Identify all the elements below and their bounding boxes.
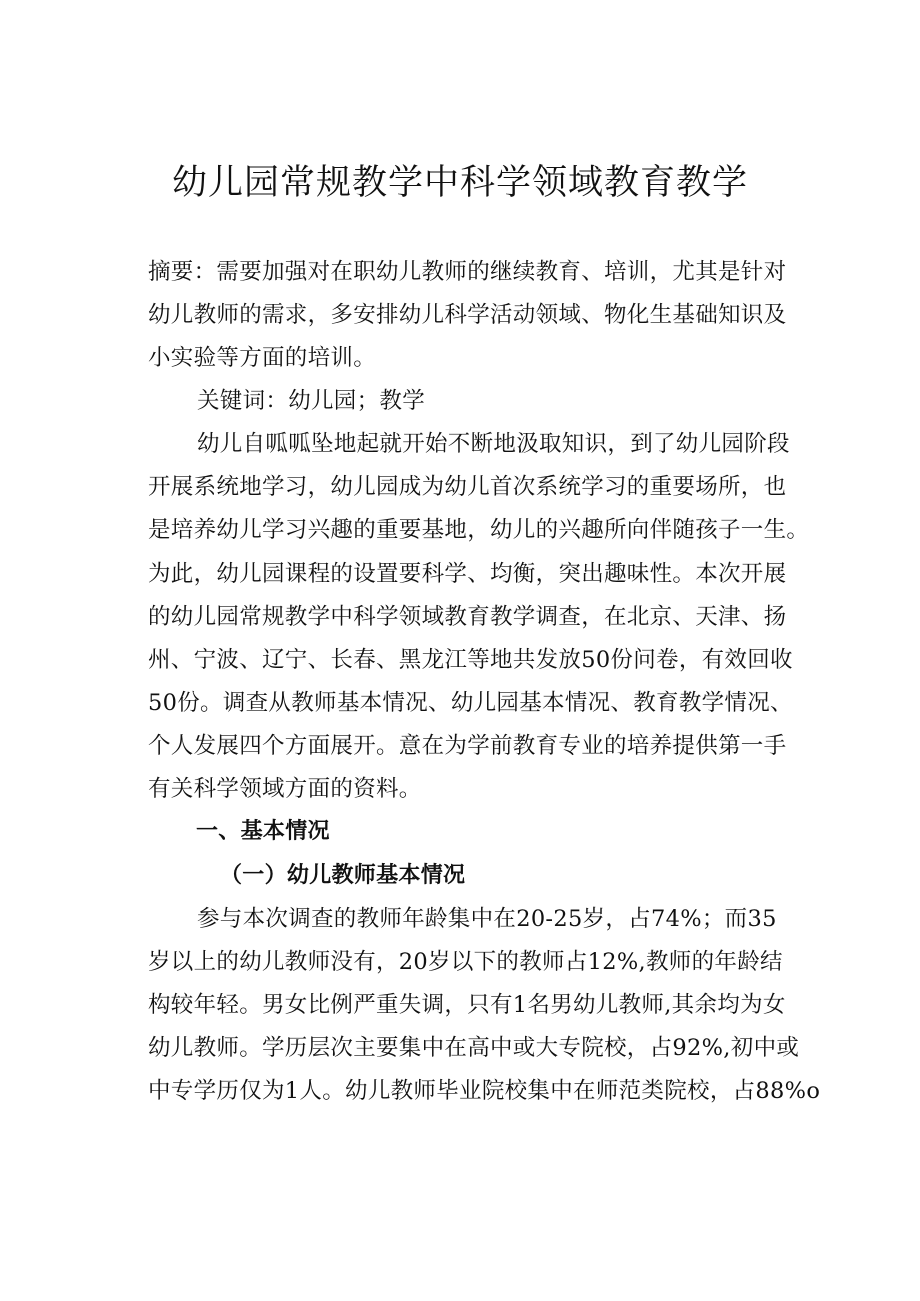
body-paragraph-line: 幼儿教师。学历层次主要集中在高中或大专院校，占92%,初中或 [148, 1035, 800, 1061]
body-paragraph-line: 的幼儿园常规教学中科学领域教育教学调查，在北京、天津、扬 [148, 604, 787, 630]
body-paragraph-line: 参与本次调查的教师年龄集中在20-25岁，占74%；而35 [197, 906, 777, 932]
section-heading: 一、基本情况 [196, 819, 330, 844]
abstract-line: 幼儿教师的需求，多安排幼儿科学活动领域、物化生基础知识及 [148, 302, 787, 328]
body-paragraph-line: 州、宁波、辽宁、长春、黑龙江等地共发放50份问卷，有效回收 [148, 647, 793, 673]
body-paragraph-line: 是培养幼儿学习兴趣的重要基地，幼儿的兴趣所向伴随孩子一生。 [148, 517, 810, 543]
keywords-line: 关键词：幼儿园；教学 [197, 388, 426, 414]
body-paragraph-line: 为此，幼儿园课程的设置要科学、均衡，突出趣味性。本次开展 [148, 561, 787, 587]
body-paragraph-line: 岁以上的幼儿教师没有，20岁以下的教师占12%,教师的年龄结 [148, 949, 783, 975]
body-paragraph-line: 中专学历仅为1人。幼儿教师毕业院校集中在师范类院校，占88%o [148, 1078, 821, 1104]
body-paragraph-line: 有关科学领域方面的资料。 [148, 776, 422, 802]
body-paragraph-line: 构较年轻。男女比例严重失调，只有1名男幼儿教师,其余均为女 [148, 992, 786, 1018]
body-paragraph-line: 50份。调查从教师基本情况、幼儿园基本情况、教育教学情况、 [148, 690, 793, 716]
document-title: 幼儿园常规教学中科学领域教育教学 [171, 163, 748, 203]
abstract-line: 小实验等方面的培训。 [148, 345, 377, 371]
body-paragraph-line: 个人发展四个方面展开。意在为学前教育专业的培养提供第一手 [148, 733, 787, 759]
body-paragraph-line: 开展系统地学习，幼儿园成为幼儿首次系统学习的重要场所，也 [148, 474, 787, 500]
body-paragraph-line: 幼儿自呱呱坠地起就开始不断地汲取知识，到了幼儿园阶段 [197, 431, 790, 457]
subsection-heading: （一）幼儿教师基本情况 [220, 863, 466, 888]
abstract-line: 摘要：需要加强对在职幼儿教师的继续教育、培训，尤其是针对 [148, 259, 787, 285]
